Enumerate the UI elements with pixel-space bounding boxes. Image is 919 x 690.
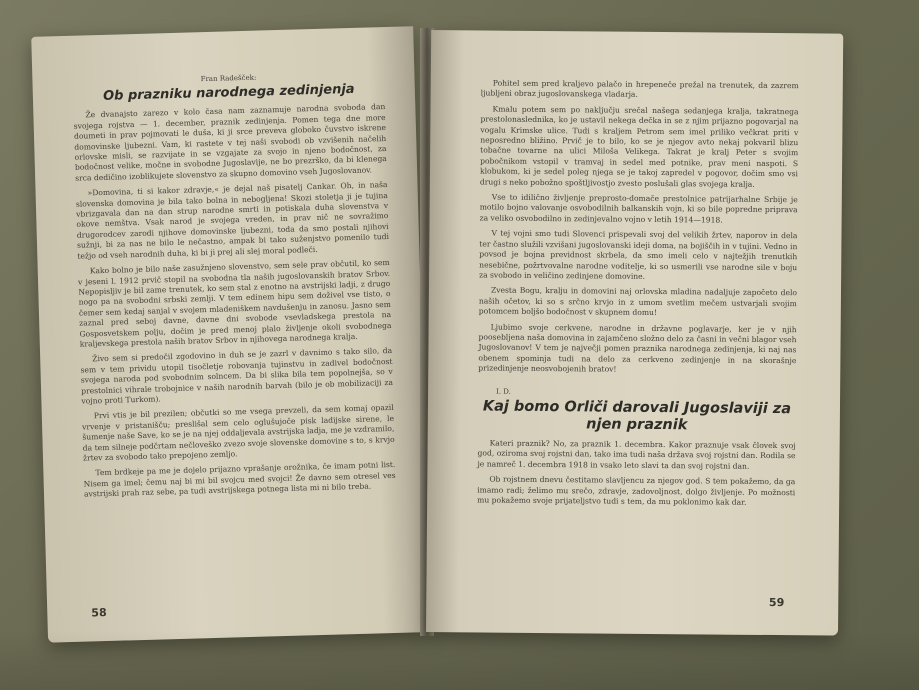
- second-article-title: Kaj bomo Orliči darovali Jugoslaviji za njen praznik: [482, 398, 792, 434]
- paragraph: Že dvanajsto zarezo v kolo časa nam zaznamuje narodna svoboda dan svojega rojstva — 1. december, praznik zedinjenja. Pomen tega dne more doumeti in prav pojmovati le duša, ki ji srce preveva globoko čuvstvo iskrene domovinske ljubezni. Vam, ki rastete v tej naši svobodi ob vzvišenih načelih orlovske misli, se razvijate in se vzgajate za svojo in njeno bodočnost, za bodočnost velike, močne in svobodne Jugoslavije, ne bo prezrško, da bi klenega srca dedičino izoblikujete slovenstvo za skupno domovino vseh Jugoslovanov.: [73, 102, 387, 183]
- paragraph: Tem brdkeje pa me je dojelo prijazno vprašanje orožnika, če imam potni list. Nisem ga imel; čemu naj bi mi bil svojcu med svojci! Že davno sem otresel ves avstrijski prah raz sebe, pa tudi avstrijskega potnega lista mi ni bilo treba.: [83, 460, 396, 499]
- paragraph: Pohitel sem pred kraljevo palačo in hrepeneče prežal na trenutek, da zazrem ljubljeni obraz jugoslovanskega vladarja.: [480, 78, 799, 100]
- paragraph: Kmalu potem sem po naključju srečal našega sedanjega kralja, takratnega prestolonaslednika, ko je ustavil nekega dečka in se z njim prijazno pogovarjal na vogalu Krimske ulice. Tudi s kraljem Petrom sem imel priliko večkrat priti v neposredno bližino. Prvič je to bilo, ko se je njegov avto nekaj pokvaril blizu tobačne tovarne na ulici Miloša Velikega. Takrat je kralj Peter s svojim pobočnikom vstopil v tramvaj in sedel med potnike, prav meni naspoti. S klobukom, ki je sedel poleg njega se je takoj zapredel v pogovor, dočim smo vsi drugi s neko pobožno spoštljivostjo zvesto poslušali glas svojega kralja.: [479, 104, 799, 189]
- right-text-column: [477, 78, 799, 513]
- paragraph: Prvi vtis je bil prezilen; občutki so me vsega prevzeli, da sem komaj opazil vrvenje v pristanišču; preslišal sem celo oglušujoče pisk ladijske sirene, le šumenje naše Save, ko se je na njej oddaljevala avstrijska ladja, me je vzdramilo, da tem silneje podčrtam nečloveško zvezo svoje slovenske domovine s to, s krvjo žrtev za svobodo tako prepojeno zemljo.: [82, 403, 395, 463]
- paragraph: Ljubimo svoje cerkvene, narodne in državne poglavarje, ker je v njih poosebljena naša domovina in zajamčeno složno delo za časni in večni blagor vseh Jugoslovanov! V tem je največji pomen praznika narodnega zedinjenja, ki naj nas obenem spominja tudi na delo za cerkveno zedinjenje in na skorašnje prizedinjenje neosvobojenih bratov!: [478, 322, 797, 374]
- paragraph: Ob rojstnem dnevu čestitamo slavljencu za njegov god. S tem pokažemo, da ga imamo radi; želimo mu srečo, zdravje, zadovoljnost, dolgo življenje. Po možnosti mu pokažemo svoje prijateljstvo tudi s tem, da mu poklonimo kak dar.: [477, 474, 796, 507]
- page-number-right: 59: [768, 595, 785, 610]
- right-page: [426, 30, 843, 636]
- paragraph: Kateri praznik? No, za praznik 1. decembra. Kakor praznuje vsak človek svoj god, oziroma svoj rojstni dan, tako ima tudi naša država svoj rojstni dan. Rodila se je namreč 1. decembra 1918 in vsako leto slavi ta dan svoj rojstni dan.: [477, 438, 796, 471]
- section-author-initials: I. D.: [496, 387, 511, 396]
- paragraph: »Domovina, ti si kakor zdravje,« je dejal naš pisatelj Cankar. Oh, in naša slovenska domovina je bila tako bolna in nebogljena! Skozi stoletja ji je tujina vbrizgavala dan na dan strup narodne smrti in potiskala duha slovenstva v okove nemštva. Vsak narod je svojega vreden, in prav nič ne sovražimo drugorodcev zarodi njihove domovinske ljubezni, toda da smo postali njihovi sužnji, bi za nas ne bilo le nečastno, ampak bi tako suženjstvo pomenilo tudi težjo od vseh narodnih duha, ki bi ji prej ali slej moral podleči.: [75, 180, 390, 261]
- paragraph: Živo sem si predočil zgodovino in duh se je zazrl v davnimo s tako silo, da sem v tem prividu utopil tisočletje robovanja tujinstvu in zadivel bodočnost svojega naroda pod svobodnim solncem. Da bi slika bila tem popolnejša, so v prestolnici vihrale trobojnice v naših narodnih barvah (bilo je ob mobilizaciji za vojno proti Turkom).: [80, 346, 394, 406]
- table-shadow: [0, 630, 919, 690]
- left-page: [31, 26, 430, 642]
- paragraph: Kako bolno je bilo naše zasužnjeno slovenstvo, sem sele prav občutil, ko sem v jeseni l. 1912 prvič stopil na svobodna tla naših jugoslovanskih bratov Srbov. Nepopisljiv je bil zame trenutek, ko sem stal z enotno na avstrijski ladji, z drugo nogo pa na svobodni srbski zemlji. V tem edinem hipu sem doživel vse tisto, o čemer sem kedaj sanjal v svojem mladeniškem navdušenju in zanosu. Jasno sem zaznal pred seboj davne, davne dni svobode vsevladskega prestola na Gosposvetskem polju, dočim je pred menoj plalo življenje okoli svobodnega kraljevskega prestola naših bratov Srbov in njihovega narodnega kralja.: [77, 258, 392, 349]
- left-text-column: [72, 69, 396, 505]
- paragraph: Zvesta Bogu, kralju in domovini naj orlovska mladina nadaljuje započeto delo naših očetov, ki so s srčno krvjo in z umom svetlim mečem ustvarjali svojim potomcem boljšo bodočnost v skupnem domu!: [478, 285, 798, 318]
- article-author: Fran Radešček:: [200, 73, 257, 84]
- paragraph: Vse to idilično življenje preprosto-domače prestolnice patrijarhalne Srbije je motilo bojno valovanje osvobodilnih balkanskih vojn, ki so bile popredne priprava za veliko osvobodilno in zedinjevalno vojno v letih 1914—1918.: [479, 192, 798, 225]
- page-number-left: 58: [91, 606, 107, 620]
- paragraph: V tej vojni smo tudi Slovenci prispevali svoj del velikih žrtev, naporov in dela ter častno služili vzvišani jugoslovanski ideji doma, na bojiščih in v tujini. Vedno in povsod je bojna previdnost skrbela, da smo imeli celo v najtežjih trenutkih nesebične, požrtvovalne narodne voditelje, ki so usmerili vse narodne sile v boju za svobodo in veličino zedinjene domovine.: [479, 228, 798, 281]
- article-title: Ob prazniku narodnega zedinjenja: [102, 82, 355, 105]
